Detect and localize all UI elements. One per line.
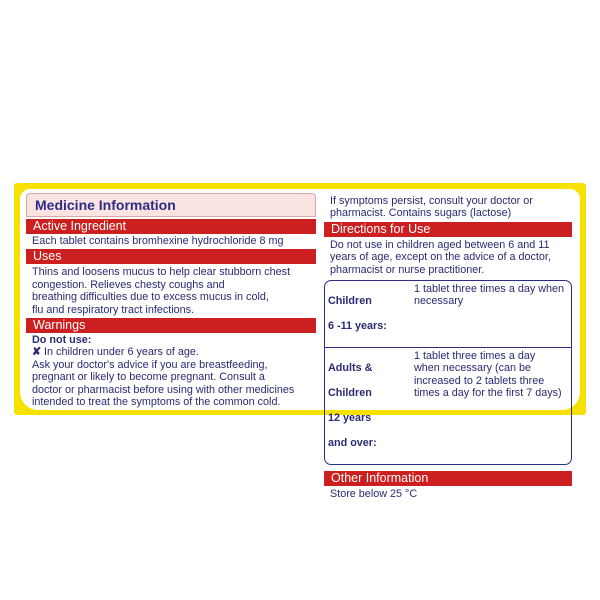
uses-line: flu and respiratory tract infections. — [32, 303, 195, 316]
dosage-table — [324, 280, 572, 465]
dosage-label — [328, 283, 410, 345]
warning-line: Ask your doctor's advice if you are breastfeeding, — [32, 358, 268, 371]
warning-line: doctor or pharmacist before using with other medicines — [32, 383, 295, 396]
warnings-text — [26, 334, 316, 408]
medicine-information-title: Medicine Information — [26, 193, 316, 217]
dosage-text-line: increased to 2 tablets three — [414, 374, 545, 387]
dosage-label-line: Adults & — [328, 362, 373, 375]
dosage-row-adults — [325, 347, 571, 464]
storage-text: Store below 25 °C — [330, 487, 418, 500]
uses-line: congestion. Relieves chesty coughs and — [32, 278, 225, 291]
warning-line: pregnant or likely to become pregnant. Consult a — [32, 371, 265, 384]
warnings-header: Warnings — [26, 318, 316, 333]
cross-icon: ✘ — [32, 346, 42, 359]
right-column — [324, 189, 572, 500]
directions-text — [324, 239, 572, 276]
dosage-row-children — [325, 281, 571, 347]
directions-line: pharmacist or nurse practitioner. — [330, 263, 485, 276]
dosage-text — [410, 350, 567, 462]
intro-line: pharmacist. Contains sugars (lactose) — [330, 207, 512, 220]
medicine-label-panel — [14, 183, 586, 500]
directions-line: Do not use in children aged between 6 and 11 — [330, 238, 550, 251]
dosage-label-line: 12 years — [328, 412, 372, 425]
dosage-label-line: Children — [328, 295, 372, 308]
active-ingredient-header: Active Ingredient — [26, 219, 316, 234]
active-ingredient-text: Each tablet contains bromhexine hydrochloride 8 mg — [32, 235, 284, 247]
dosage-text-line: times a day for the first 7 days) — [414, 387, 562, 400]
intro-line: If symptoms persist, consult your doctor or — [330, 195, 533, 207]
dosage-text-line: 1 tablet three times a day — [414, 350, 536, 363]
dosage-label-line: 6 -11 years: — [328, 320, 387, 333]
dosage-text-line: 1 tablet three times a day when — [414, 283, 565, 296]
label-content — [20, 189, 580, 500]
intro-text — [324, 195, 572, 220]
other-information-header: Other Information — [324, 471, 572, 486]
do-not-use-label: Do not use: — [32, 334, 92, 347]
children-warning-text: In children under 6 years of age. — [44, 346, 199, 359]
directions-header: Directions for Use — [324, 222, 572, 237]
dosage-text — [410, 283, 567, 345]
left-column — [26, 189, 316, 408]
uses-line: Thins and loosens mucus to help clear stubborn chest — [32, 266, 291, 279]
uses-text — [26, 266, 316, 316]
uses-line: breathing difficulties due to excess mucus in cold, — [32, 291, 269, 304]
uses-header: Uses — [26, 249, 316, 264]
children-warning — [32, 346, 312, 358]
directions-line: years of age, except on the advice of a doctor, — [330, 251, 551, 264]
dosage-label-line: and over: — [328, 436, 377, 449]
warning-line: intended to treat the symptoms of the common cold. — [32, 396, 281, 409]
dosage-label — [328, 350, 410, 462]
dosage-text-line: necessary — [414, 295, 464, 308]
dosage-label-line: Children — [328, 387, 372, 400]
dosage-text-line: when necessary (can be — [414, 362, 532, 375]
